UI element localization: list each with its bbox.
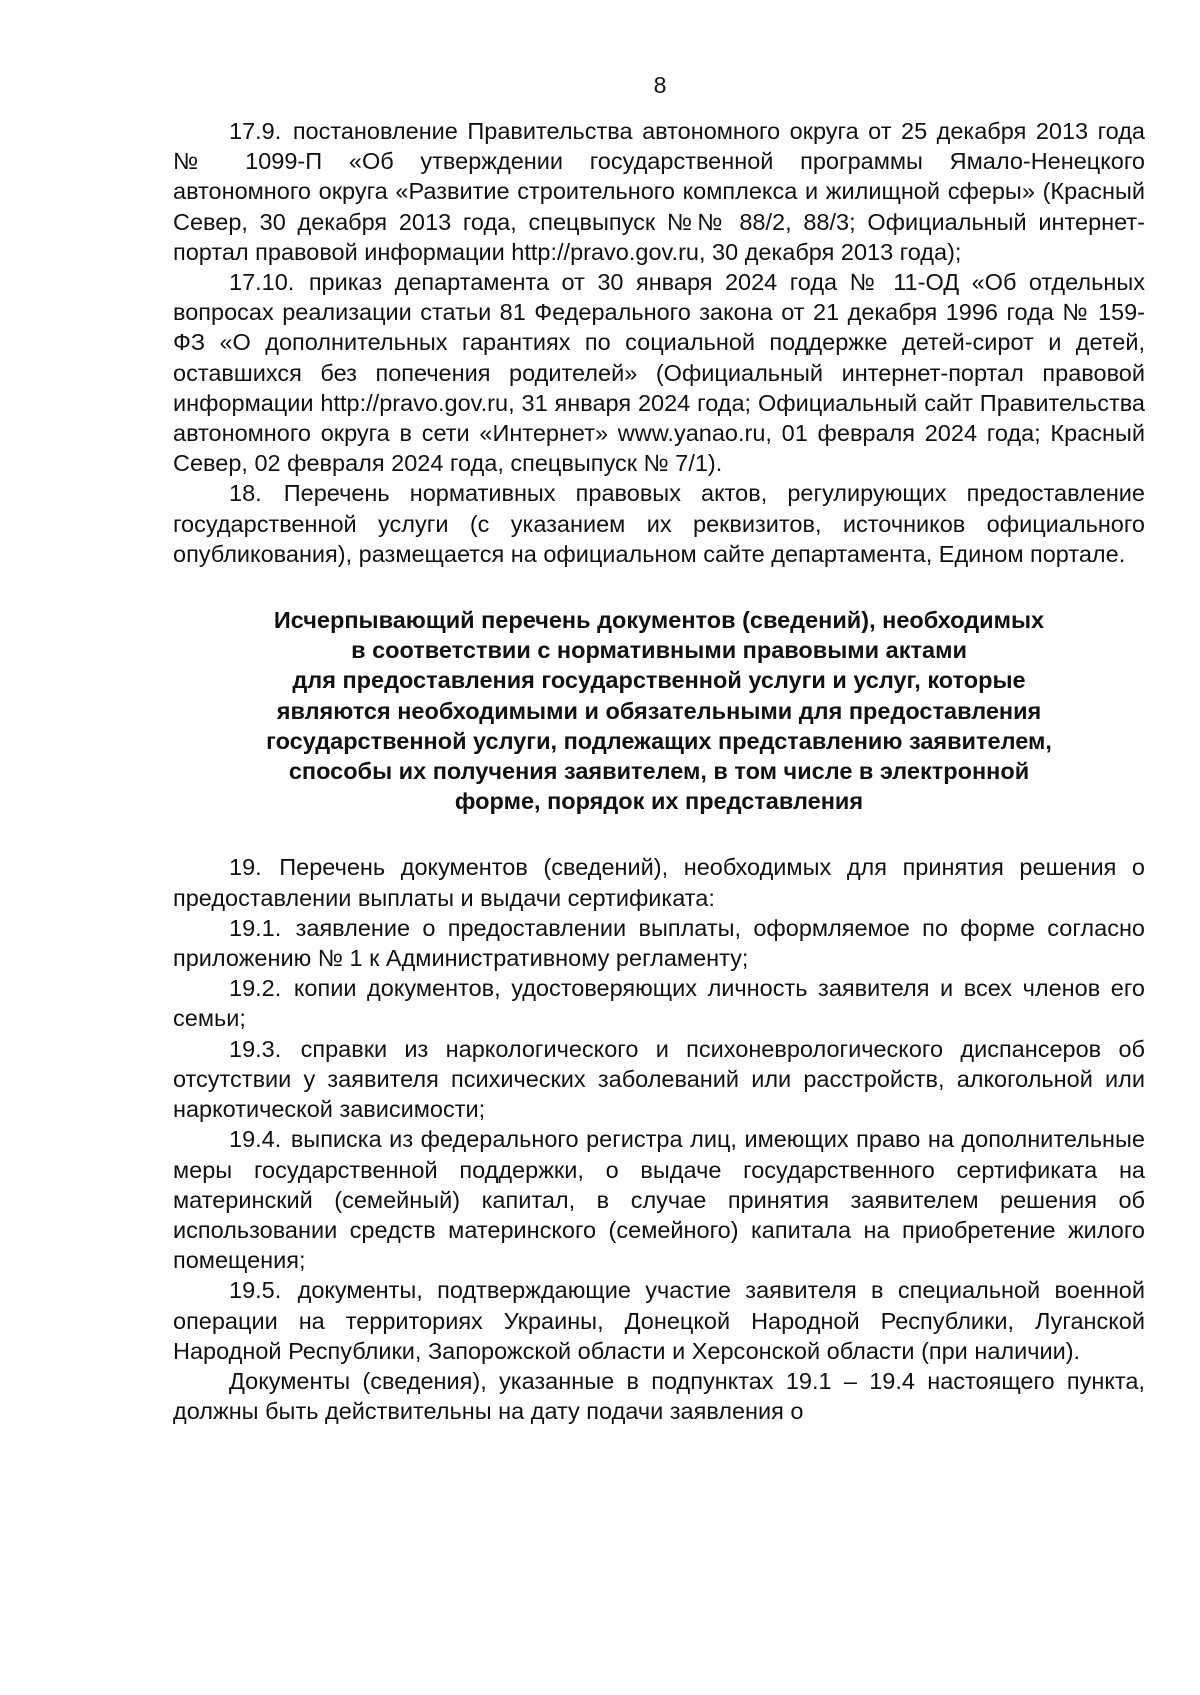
page-number: 8 bbox=[653, 72, 667, 98]
list-item bbox=[173, 478, 1145, 569]
list-item bbox=[173, 1124, 1145, 1275]
heading-line: способы их получения заявителем, в том числе в электронной bbox=[288, 758, 1030, 785]
item-number: 19.1. bbox=[229, 914, 282, 941]
item-text: выписка из федерального регистра лиц, имеющих право на дополнительные меры государственной поддержки, о выдаче государственного сертификата на материнский (семейный) капитал, в случае принятия заявителем решения об использовании средств материнского (семейного) капитала на приобретение жилого помещения; bbox=[173, 1126, 1145, 1274]
items-after bbox=[173, 852, 1145, 1426]
item-number: 17.10. bbox=[229, 269, 295, 296]
item-number: 19. bbox=[229, 854, 262, 881]
item-number: 18. bbox=[229, 480, 262, 507]
item-text: копии документов, удостоверяющих личность заявителя и всех членов его семьи; bbox=[173, 975, 1145, 1032]
item-text: постановление Правительства автономного округа от 25 декабря 2013 года № 1099-П «Об утверждении государственной программы Ямало-Ненецкого автономного округа «Развитие строительного комплекса и жилищной сферы» (Красный Север, 30 декабря 2013 года, спецвыпуск №№ 88/2, 88/3; Официальный интернет-портал правовой информации http://pravo.gov.ru, 30 декабря 2013 года); bbox=[173, 118, 1146, 265]
item-text: справки из наркологического и психоневрологического диспансеров об отсутствии у заявителя психических заболеваний или расстройств, алкогольной или наркотической зависимости; bbox=[173, 1035, 1146, 1123]
heading-line: являются необходимыми и обязательными для предоставления bbox=[276, 697, 1042, 724]
list-item bbox=[173, 267, 1145, 478]
heading-line: форме, порядок их представления bbox=[454, 788, 864, 815]
document-body bbox=[173, 116, 1145, 1426]
item-text: заявление о предоставлении выплаты, оформляемое по форме согласно приложению № 1 к Административному регламенту; bbox=[173, 914, 1145, 972]
item-text: Перечень документов (сведений), необходимых для принятия решения о предоставлении выплаты и выдачи сертификата: bbox=[173, 854, 1145, 911]
item-number: 19.4. bbox=[229, 1126, 282, 1153]
item-text: Перечень нормативных правовых актов, регулирующих предоставление государственной услуги (с указанием их реквизитов, источников официального опубликования), размещается на официальном сайте департамента, Едином портале. bbox=[173, 480, 1145, 567]
list-item bbox=[173, 852, 1145, 912]
section-heading bbox=[213, 605, 1105, 816]
heading-line: Исчерпывающий перечень документов (сведений), необходимых bbox=[273, 607, 1045, 634]
items-before bbox=[173, 116, 1145, 569]
list-item bbox=[173, 116, 1145, 267]
heading-line: в соответствии с нормативными правовыми актами bbox=[351, 637, 967, 664]
list-item bbox=[173, 1034, 1145, 1125]
closing-paragraph bbox=[173, 1366, 1145, 1426]
list-item bbox=[173, 1275, 1145, 1366]
item-number: 17.9. bbox=[229, 118, 282, 144]
item-number: 19.3. bbox=[229, 1035, 282, 1062]
heading-line: государственной услуги, подлежащих представлению заявителем, bbox=[266, 727, 1052, 754]
heading-line: для предоставления государственной услуги и услуг, которые bbox=[292, 667, 1026, 694]
item-number: 19.2. bbox=[229, 975, 282, 1002]
item-text: документы, подтверждающие участие заявителя в специальной военной операции на территориях Украины, Донецкой Народной Республики, Луганской Народной Республики, Запорожской области и Херсонской области (при наличии). bbox=[173, 1277, 1146, 1364]
item-text: приказ департамента от 30 января 2024 года № 11-ОД «Об отдельных вопросах реализации статьи 81 Федерального закона от 21 декабря 1996 года № 159-ФЗ «О дополнительных гарантиях по социальной поддержке детей-сирот и детей, оставшихся без попечения родителей» (Официальный интернет-портал правовой информации http://pravo.gov.ru, 31 января 2024 года; Официальный сайт Правительства автономного округа в сети «Интернет» www.yanao.ru, 01 февраля 2024 года; Красный Север, 02 февраля 2024 года, спецвыпуск № 7/1). bbox=[173, 269, 1145, 477]
list-item bbox=[173, 913, 1145, 973]
item-number: 19.5. bbox=[229, 1277, 282, 1304]
paragraph-text: Документы (сведения), указанные в подпунктах 19.1 – 19.4 настоящего пункта, должны быть действительны на дату подачи заявления о bbox=[173, 1367, 1145, 1425]
list-item bbox=[173, 973, 1145, 1033]
